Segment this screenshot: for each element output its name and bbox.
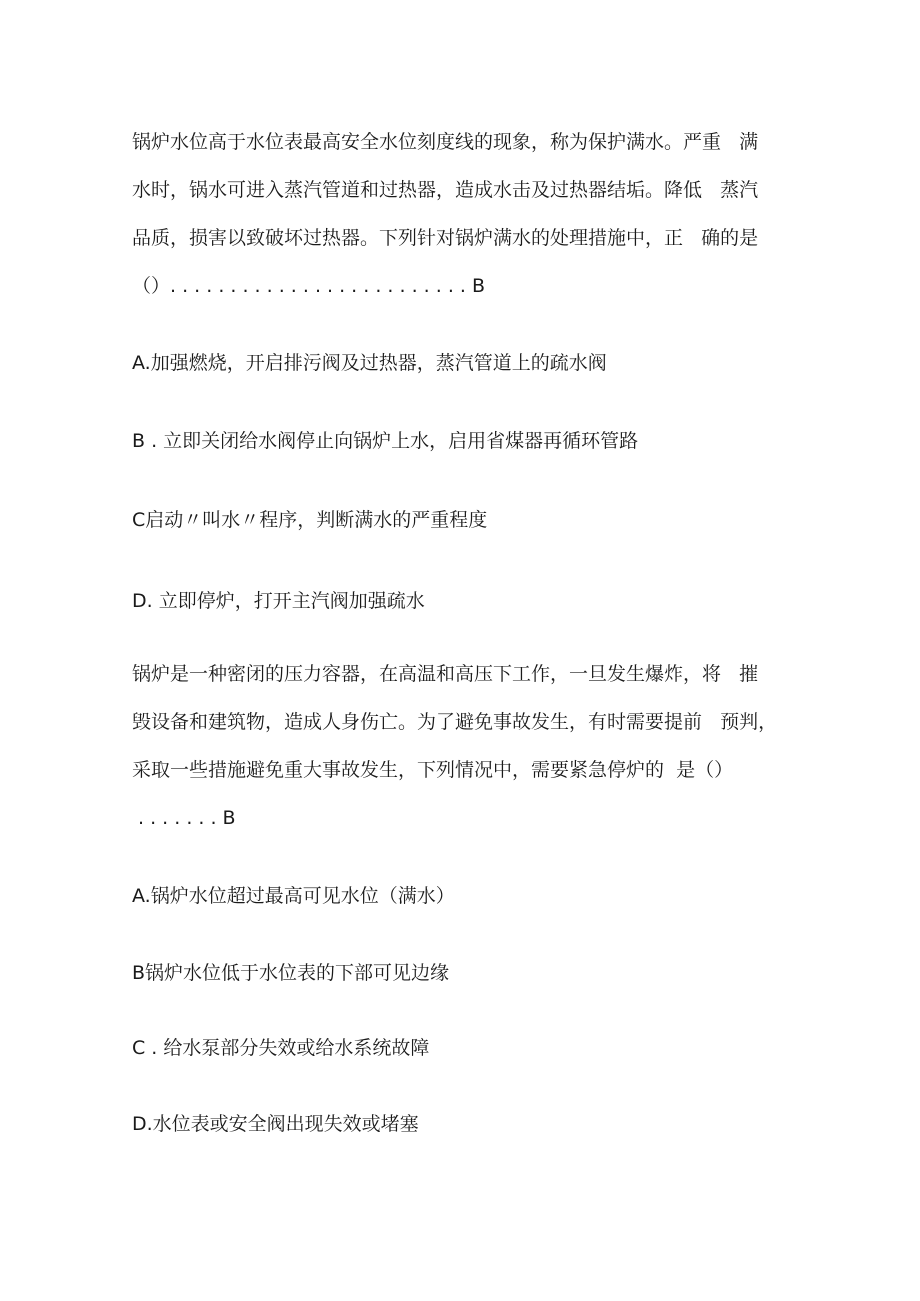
- question-1-option-d: D. 立即停炉，打开主汽阀加强疏水: [132, 590, 425, 612]
- question-1-option-c: C启动〃叫水〃程序，判断满水的严重程度: [132, 509, 488, 531]
- question-1-stem-line-2: 水时，锅水可进入蒸汽管道和过热器，造成水击及过热器结垢。降低 蒸汽: [132, 179, 759, 201]
- question-1-option-b: B . 立即关闭给水阀停止向锅炉上水，启用省煤器再循环管路: [132, 430, 639, 452]
- question-2-stem-line-1: 锅炉是一种密闭的压力容器，在高温和高压下工作，一旦发生爆炸，将 摧: [132, 663, 759, 685]
- question-1-stem-line-3: 品质，损害以致破坏过热器。下列针对锅炉满水的处理措施中，正 确的是: [132, 227, 759, 249]
- question-1-option-a: A.加强燃烧，开启排污阀及过热器，蒸汽管道上的疏水阀: [132, 352, 607, 374]
- question-2-option-b: B锅炉水位低于水位表的下部可见边缘: [132, 962, 450, 984]
- question-2-option-d: D.水位表或安全阀出现失效或堵塞: [132, 1113, 419, 1135]
- question-2-stem-line-4: . . . . . . . B: [138, 807, 236, 829]
- question-2-stem-line-3: 采取一些措施避免重大事故发生，下列情况中，需要紧急停炉的 是（）: [132, 759, 734, 781]
- question-1-stem-line-1: 锅炉水位高于水位表最高安全水位刻度线的现象，称为保护满水。严重 满: [132, 131, 759, 153]
- question-1-stem-line-4: （）. . . . . . . . . . . . . . . . . . . . . . . . . B: [132, 275, 486, 297]
- question-2-option-c: C . 给水泵部分失效或给水系统故障: [132, 1037, 430, 1059]
- question-2-stem-line-2: 毁设备和建筑物，造成人身伤亡。为了避免事故发生，有时需要提前 预判，: [132, 711, 778, 733]
- question-2-option-a: A.锅炉水位超过最高可见水位（满水）: [132, 885, 455, 907]
